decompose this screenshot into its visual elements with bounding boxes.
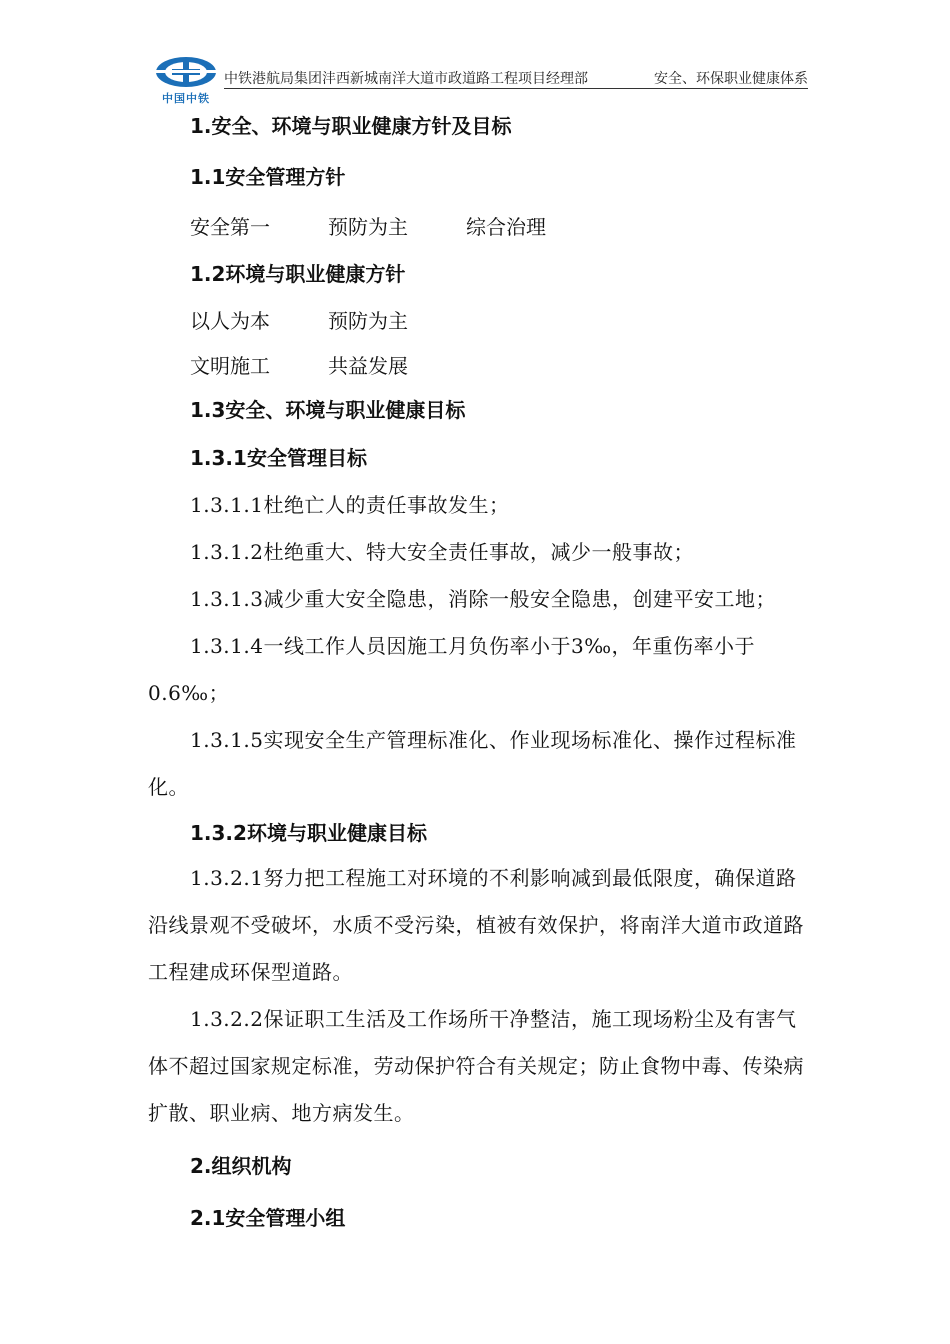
paragraph: 1.3.1.1杜绝亡人的责任事故发生；: [190, 493, 510, 517]
environment-policy-line-2: [148, 346, 808, 386]
policy-item: 预防为主: [328, 309, 408, 333]
logo-text: 中国中铁: [162, 92, 210, 105]
policy-item: 共益发展: [328, 354, 408, 378]
policy-item: 安全第一: [190, 215, 270, 239]
environment-policy-line-1: [148, 296, 808, 346]
page-header: [148, 56, 808, 105]
header-divider: [224, 88, 808, 89]
paragraph: 1.3.2.2保证职工生活及工作场所干净整洁，施工现场粉尘及有害气体不超过国家规定标准，劳动保护符合有关规定；防止食物中毒、传染病扩散、职业病、地方病发生。: [148, 1007, 804, 1125]
document-body: [148, 106, 808, 1243]
paragraph: 1.3.1.5实现安全生产管理标准化、作业现场标准化、操作过程标准化。: [148, 728, 797, 799]
safety-policy-line: [148, 202, 808, 252]
policy-item: 以人为本: [190, 309, 270, 333]
heading-1-2: 1.2环境与职业健康方针: [190, 262, 406, 286]
header-document-title: 安全、环保职业健康体系: [654, 71, 808, 87]
policy-item: 综合治理: [466, 215, 546, 239]
paragraph: 1.3.2.1努力把工程施工对环境的不利影响减到最低限度，确保道路沿线景观不受破坏，水质不受污染，植被有效保护，将南洋大道市政道路工程建成环保型道路。: [148, 866, 804, 984]
heading-2-1: 2.1安全管理小组: [190, 1206, 346, 1230]
heading-1: 1.安全、环境与职业健康方针及目标: [190, 114, 512, 138]
heading-1-1: 1.1安全管理方针: [190, 165, 346, 189]
heading-1-3: 1.3安全、环境与职业健康目标: [190, 398, 466, 422]
policy-item: 文明施工: [190, 354, 270, 378]
heading-2: 2.组织机构: [190, 1154, 292, 1178]
paragraph: 1.3.1.4一线工作人员因施工月负伤率小于3‰，年重伤率小于0.6‰；: [148, 634, 756, 705]
heading-1-3-1: 1.3.1安全管理目标: [190, 446, 367, 470]
company-logo: [148, 56, 224, 105]
paragraph: 1.3.1.3减少重大安全隐患，消除一般安全隐患，创建平安工地；: [190, 587, 776, 611]
paragraph: 1.3.1.2杜绝重大、特大安全责任事故，减少一般事故；: [190, 540, 694, 564]
crec-logo-icon: [148, 56, 224, 90]
header-project-name: 中铁港航局集团沣西新城南洋大道市政道路工程项目经理部: [224, 71, 588, 87]
heading-1-3-2: 1.3.2环境与职业健康目标: [190, 821, 427, 845]
policy-item: 预防为主: [328, 215, 408, 239]
